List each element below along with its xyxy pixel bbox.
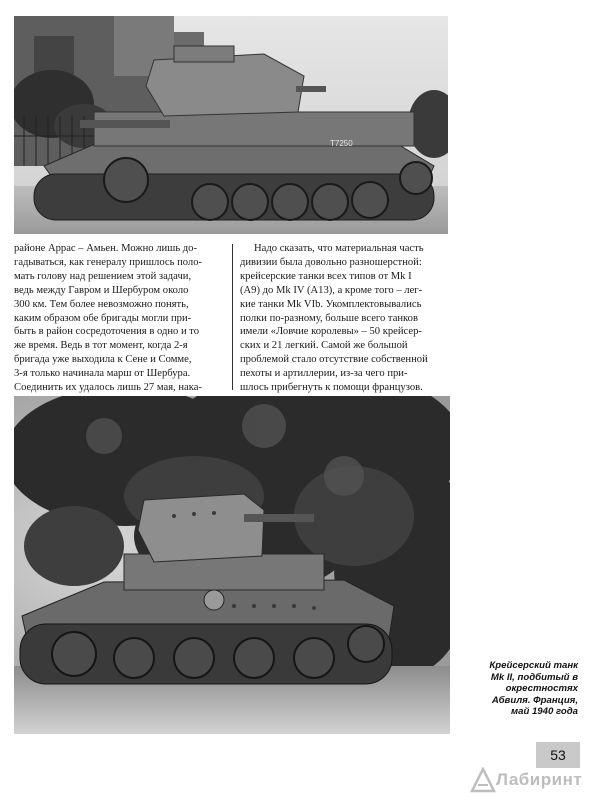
text-column-right [240,242,448,409]
text-line: пехоты и артиллерии, из-за чего при- [240,368,408,380]
text-line: каким образом обе бригады могли при- [14,312,192,324]
caption-line: Крейсерский танк [489,660,578,671]
caption-line: Абвиля. Франция, [491,694,578,706]
text-line: мать голову над решением этой задачи, [14,270,192,282]
text-line: же время. Ведь в тот момент, когда 2-я [14,340,188,352]
text-line: ских и 21 легкий. Самой же большой [240,340,408,352]
column-divider [232,244,233,390]
watermark-text: Лабиринт [496,770,583,789]
text-column-left [14,242,226,409]
text-line: (A9) до Mk IV (A13), а кроме того – лег- [240,284,423,296]
text-line: Надо сказать, что материальная часть [254,243,424,254]
text-line: бригада уже выходила к Сене и Сомме, [14,354,192,366]
caption-line: окрестностях [505,683,578,695]
labyrinth-logo-icon [470,767,496,793]
caption-line: май 1940 года [511,706,578,718]
photo-caption [454,660,578,718]
photo-tank-trees [14,396,450,734]
text-line: ведь между Гавром и Шербуром около [14,284,189,296]
text-line: крейсерские танки всех типов от Mk I [240,270,412,282]
text-line: 300 км. Тем более невозможно понять, [14,298,189,310]
tank-marking: T7250 [330,139,353,148]
watermark [470,766,590,794]
text-line: быть в район сосредоточения в одно и то [14,326,200,338]
text-line: гадываться, как генералу пришлось поло- [14,256,203,268]
page-number: 53 [536,742,580,768]
text-line: имели «Ловчие королевы» – 50 крейсер- [240,326,422,338]
text-line: дивизии была довольно разношерстной: [240,256,422,268]
caption-line: Mk II, подбитый в [490,671,578,683]
text-line: Соединить их удалось лишь 27 мая, нака- [14,382,202,394]
photo-tank-street [14,16,448,234]
text-line: 3-я только начинала марш от Шербура. [14,368,191,380]
text-line: проблемой стало отсутствие собственной [240,354,428,366]
text-line: кие танки Mk VIb. Укомплектовывались [240,298,422,310]
text-line: районе Аррас – Амьен. Можно лишь до- [14,243,198,254]
text-line: полки по-разному, больше всего танков [240,312,418,324]
text-line: шлось прибегнуть к помощи французов. [240,382,423,394]
